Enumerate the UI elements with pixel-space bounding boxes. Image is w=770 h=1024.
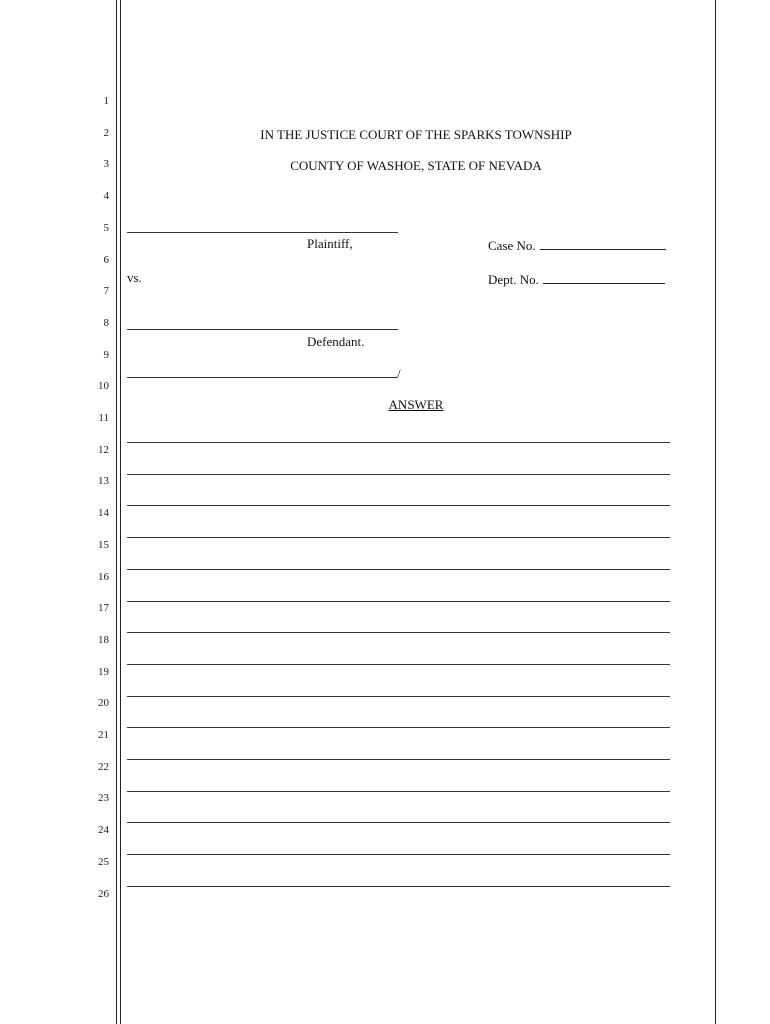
line-number: 20 [98,697,109,710]
line-number: 10 [98,380,109,393]
answer-line[interactable] [127,474,670,475]
right-margin-rule [715,0,716,1024]
line-number: 7 [103,285,109,298]
line-number: 5 [103,221,109,234]
answer-line[interactable] [127,505,670,506]
dept-no-input-line[interactable] [543,270,665,284]
line-number: 25 [98,855,109,868]
court-title-line-2: COUNTY OF WASHOE, STATE OF NEVADA [290,158,542,173]
answer-line[interactable] [127,696,670,697]
line-number: 14 [98,507,109,520]
line-number: 6 [103,253,109,266]
line-number: 21 [98,729,109,741]
line-number: 18 [98,633,109,646]
line-number: 9 [103,348,109,361]
left-margin-rule-inner [120,0,121,1024]
plaintiff-label: Plaintiff, [307,236,353,251]
answer-line[interactable] [127,822,670,823]
answer-line[interactable] [127,569,670,570]
line-number: 23 [98,792,109,805]
answer-line[interactable] [127,664,670,665]
line-number: 16 [98,570,109,583]
answer-line[interactable] [127,727,670,728]
line-number: 17 [98,602,109,615]
line-number: 4 [103,190,109,203]
line-number: 15 [98,538,109,551]
defendant-name-line[interactable] [127,329,398,330]
line-number: 19 [98,665,109,678]
answer-line[interactable] [127,854,670,855]
line-number: 24 [98,824,109,837]
answer-line[interactable] [127,791,670,792]
answer-line[interactable] [127,759,670,760]
line-number: 26 [98,887,109,900]
dept-no-label: Dept. No. [488,272,539,287]
case-no-input-line[interactable] [540,236,666,250]
line-number: 8 [103,316,109,329]
left-margin-rule-outer [116,0,117,1024]
line-number: 1 [103,95,109,107]
document-heading: ANSWER [388,397,444,412]
caption-slash: / [397,366,401,381]
answer-line[interactable] [127,632,670,633]
case-no-field [488,236,666,253]
line-number: 22 [98,760,109,773]
defendant-label: Defendant. [307,334,365,349]
court-title-line-1: IN THE JUSTICE COURT OF THE SPARKS TOWNSHIP [260,127,572,142]
answer-line[interactable] [127,886,670,887]
versus-label: vs. [127,270,142,285]
answer-line[interactable] [127,442,670,443]
dept-no-field [488,270,665,287]
line-number: 13 [98,475,109,488]
line-number: 12 [98,443,109,456]
line-number: 3 [103,158,109,171]
plaintiff-name-line[interactable] [127,232,398,233]
line-number: 2 [103,126,109,139]
caption-closing-line [127,377,397,378]
case-no-label: Case No. [488,238,536,253]
answer-line[interactable] [127,601,670,602]
line-number: 11 [98,412,109,424]
answer-line[interactable] [127,537,670,538]
